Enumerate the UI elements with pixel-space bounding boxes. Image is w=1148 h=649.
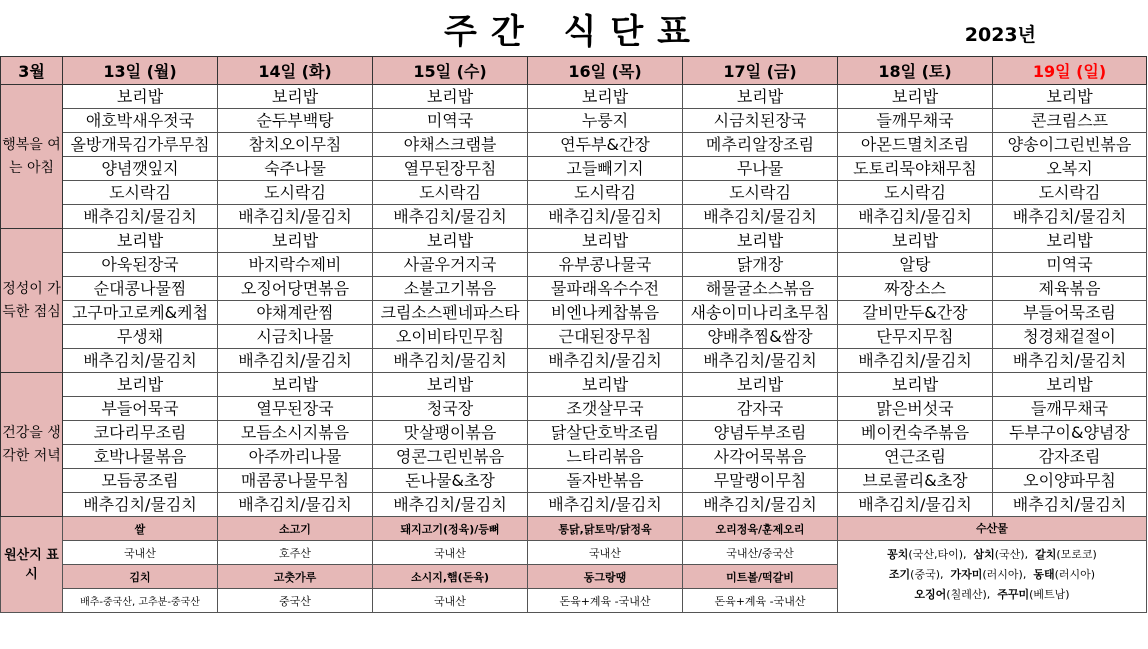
menu-item: 청국장 bbox=[373, 397, 528, 421]
menu-item: 보리밥 bbox=[63, 229, 218, 253]
meal-row bbox=[1, 205, 1147, 229]
seafood-name: 가자미 bbox=[950, 568, 983, 581]
meal-row bbox=[1, 445, 1147, 469]
menu-item: 배추김치/물김치 bbox=[528, 493, 683, 517]
menu-item: 배추김치/물김치 bbox=[683, 349, 838, 373]
origin-section bbox=[1, 517, 1147, 613]
menu-item: 배추김치/물김치 bbox=[373, 349, 528, 373]
menu-item: 소불고기볶음 bbox=[373, 277, 528, 301]
menu-item: 아몬드멸치조림 bbox=[838, 133, 993, 157]
menu-item: 새송이미나리초무침 bbox=[683, 301, 838, 325]
meal-row bbox=[1, 181, 1147, 205]
menu-item: 비엔나케찹볶음 bbox=[528, 301, 683, 325]
menu-item: 돈나물&초장 bbox=[373, 469, 528, 493]
menu-item: 배추김치/물김치 bbox=[373, 205, 528, 229]
menu-item: 무나물 bbox=[683, 157, 838, 181]
menu-item: 코다리무조림 bbox=[63, 421, 218, 445]
origin-value: 호주산 bbox=[218, 541, 373, 565]
day-header-row bbox=[1, 57, 1147, 85]
origin-row bbox=[1, 517, 1147, 541]
menu-item: 보리밥 bbox=[218, 373, 373, 397]
origin-value: 국내산 bbox=[373, 541, 528, 565]
menu-item: 시금치나물 bbox=[218, 325, 373, 349]
menu-item: 도시락김 bbox=[838, 181, 993, 205]
menu-item: 제육볶음 bbox=[993, 277, 1147, 301]
menu-item: 보리밥 bbox=[218, 229, 373, 253]
menu-item: 도시락김 bbox=[218, 181, 373, 205]
meal-row bbox=[1, 301, 1147, 325]
menu-item: 맑은버섯국 bbox=[838, 397, 993, 421]
menu-item: 물파래옥수수전 bbox=[528, 277, 683, 301]
menu-item: 두부구이&양념장 bbox=[993, 421, 1147, 445]
menu-item: 배추김치/물김치 bbox=[218, 493, 373, 517]
page-header bbox=[0, 0, 1148, 56]
menu-item: 연두부&간장 bbox=[528, 133, 683, 157]
menu-item: 보리밥 bbox=[373, 229, 528, 253]
menu-item: 감자국 bbox=[683, 397, 838, 421]
menu-item: 보리밥 bbox=[683, 373, 838, 397]
meal-label: 행복을 여는 아침 bbox=[1, 85, 63, 229]
menu-item: 연근조림 bbox=[838, 445, 993, 469]
menu-item: 들깨무채국 bbox=[838, 109, 993, 133]
seafood-name: 삼치 bbox=[973, 548, 995, 561]
menu-item: 열무된장무침 bbox=[373, 157, 528, 181]
menu-item: 올방개묵김가루무침 bbox=[63, 133, 218, 157]
menu-item: 도시락김 bbox=[683, 181, 838, 205]
seafood-origin-value: (중국) bbox=[910, 568, 940, 581]
menu-item: 보리밥 bbox=[528, 373, 683, 397]
menu-item: 감자조림 bbox=[993, 445, 1147, 469]
seafood-origin-value: (칠레산) bbox=[946, 588, 987, 601]
meal-label: 정성이 가득한 점심 bbox=[1, 229, 63, 373]
menu-item: 단무지무침 bbox=[838, 325, 993, 349]
menu-item: 모듬콩조림 bbox=[63, 469, 218, 493]
meal-row bbox=[1, 85, 1147, 109]
meal-row bbox=[1, 133, 1147, 157]
menu-item: 배추김치/물김치 bbox=[63, 493, 218, 517]
seafood-title: 수산물 bbox=[838, 517, 1146, 541]
menu-item: 야채계란찜 bbox=[218, 301, 373, 325]
origin-value: 돈육+계육 -국내산 bbox=[683, 589, 838, 613]
menu-item: 미역국 bbox=[373, 109, 528, 133]
menu-item: 유부콩나물국 bbox=[528, 253, 683, 277]
menu-item: 콘크림스프 bbox=[993, 109, 1147, 133]
menu-item: 누룽지 bbox=[528, 109, 683, 133]
menu-item: 고구마고로케&케첩 bbox=[63, 301, 218, 325]
menu-item: 보리밥 bbox=[373, 85, 528, 109]
menu-item: 배추김치/물김치 bbox=[683, 493, 838, 517]
menu-item: 보리밥 bbox=[218, 85, 373, 109]
menu-item: 청경채겉절이 bbox=[993, 325, 1147, 349]
menu-item: 크림소스펜네파스타 bbox=[373, 301, 528, 325]
menu-item: 고들빼기지 bbox=[528, 157, 683, 181]
menu-item: 미역국 bbox=[993, 253, 1147, 277]
menu-item: 베이컨숙주볶음 bbox=[838, 421, 993, 445]
day-header-sunday: 19일 (일) bbox=[993, 57, 1147, 85]
menu-item: 배추김치/물김치 bbox=[528, 349, 683, 373]
menu-item: 호박나물볶음 bbox=[63, 445, 218, 469]
menu-item: 짜장소스 bbox=[838, 277, 993, 301]
meal-row bbox=[1, 277, 1147, 301]
menu-item: 보리밥 bbox=[993, 85, 1147, 109]
month-label: 3월 bbox=[1, 57, 63, 85]
menu-item: 도토리묵야채무침 bbox=[838, 157, 993, 181]
menu-table bbox=[0, 56, 1147, 613]
menu-item: 순대콩나물찜 bbox=[63, 277, 218, 301]
origin-item: 김치 bbox=[63, 565, 218, 589]
menu-item: 도시락김 bbox=[373, 181, 528, 205]
seafood-name: 꽁치 bbox=[887, 548, 909, 561]
meal-row bbox=[1, 397, 1147, 421]
origin-value: 국내산 bbox=[63, 541, 218, 565]
seafood-name: 갈치 bbox=[1035, 548, 1057, 561]
origin-value: 국내산 bbox=[528, 541, 683, 565]
meal-row bbox=[1, 373, 1147, 397]
origin-value: 국내산 bbox=[373, 589, 528, 613]
menu-item: 무생채 bbox=[63, 325, 218, 349]
day-header: 18일 (토) bbox=[838, 57, 993, 85]
menu-item: 해물굴소스볶음 bbox=[683, 277, 838, 301]
menu-item: 애호박새우젓국 bbox=[63, 109, 218, 133]
menu-item: 도시락김 bbox=[993, 181, 1147, 205]
seafood-origin-value: (러시아) bbox=[982, 568, 1023, 581]
meal-label: 건강을 생각한 저녁 bbox=[1, 373, 63, 517]
menu-item: 브로콜리&초장 bbox=[838, 469, 993, 493]
menu-item: 숙주나물 bbox=[218, 157, 373, 181]
menu-item: 오징어당면볶음 bbox=[218, 277, 373, 301]
day-header: 17일 (금) bbox=[683, 57, 838, 85]
seafood-origin: 수산물 꽁치(국산,타이), 삼치(국산), 갈치(모로코) 조기(중국), 가자미(러시아), 동태(러시아) 오징어(칠레산), 주꾸미(베트남) bbox=[838, 517, 1147, 613]
meal-row bbox=[1, 229, 1147, 253]
day-header: 13일 (월) bbox=[63, 57, 218, 85]
origin-value: 중국산 bbox=[218, 589, 373, 613]
menu-item: 보리밥 bbox=[528, 85, 683, 109]
meal-row bbox=[1, 157, 1147, 181]
menu-item: 배추김치/물김치 bbox=[683, 205, 838, 229]
meal-row bbox=[1, 325, 1147, 349]
day-header: 16일 (목) bbox=[528, 57, 683, 85]
menu-item: 오이비타민무침 bbox=[373, 325, 528, 349]
menu-item: 보리밥 bbox=[838, 229, 993, 253]
origin-label: 원산지 표시 bbox=[1, 517, 63, 613]
origin-value: 국내산/중국산 bbox=[683, 541, 838, 565]
menu-item: 배추김치/물김치 bbox=[993, 349, 1147, 373]
menu-item: 양배추찜&쌈장 bbox=[683, 325, 838, 349]
menu-item: 배추김치/물김치 bbox=[993, 205, 1147, 229]
meal-row bbox=[1, 109, 1147, 133]
menu-item: 들깨무채국 bbox=[993, 397, 1147, 421]
menu-item: 돌자반볶음 bbox=[528, 469, 683, 493]
menu-item: 배추김치/물김치 bbox=[218, 205, 373, 229]
menu-item: 보리밥 bbox=[528, 229, 683, 253]
menu-item: 배추김치/물김치 bbox=[993, 493, 1147, 517]
origin-item: 소고기 bbox=[218, 517, 373, 541]
menu-item: 보리밥 bbox=[683, 85, 838, 109]
menu-item: 참치오이무침 bbox=[218, 133, 373, 157]
seafood-name: 주꾸미 bbox=[997, 588, 1030, 601]
menu-item: 아욱된장국 bbox=[63, 253, 218, 277]
meal-row bbox=[1, 349, 1147, 373]
origin-item: 오리정육/훈제오리 bbox=[683, 517, 838, 541]
menu-item: 맛살팽이볶음 bbox=[373, 421, 528, 445]
meal-row bbox=[1, 421, 1147, 445]
menu-item: 순두부백탕 bbox=[218, 109, 373, 133]
menu-item: 닭개장 bbox=[683, 253, 838, 277]
menu-item: 알탕 bbox=[838, 253, 993, 277]
origin-item: 고춧가루 bbox=[218, 565, 373, 589]
meal-row bbox=[1, 493, 1147, 517]
origin-value: 배추-중국산, 고추분-중국산 bbox=[63, 589, 218, 613]
meal-row bbox=[1, 253, 1147, 277]
menu-item: 무말랭이무침 bbox=[683, 469, 838, 493]
seafood-name: 조기 bbox=[888, 568, 911, 581]
menu-item: 메추리알장조림 bbox=[683, 133, 838, 157]
seafood-origin-value: (러시아) bbox=[1054, 568, 1096, 581]
menu-item: 보리밥 bbox=[683, 229, 838, 253]
menu-item: 배추김치/물김치 bbox=[838, 493, 993, 517]
menu-item: 보리밥 bbox=[993, 229, 1147, 253]
menu-item: 부들어묵조림 bbox=[993, 301, 1147, 325]
menu-item: 바지락수제비 bbox=[218, 253, 373, 277]
menu-item: 사각어묵볶음 bbox=[683, 445, 838, 469]
origin-item: 통닭,닭토막/닭정육 bbox=[528, 517, 683, 541]
day-header: 15일 (수) bbox=[373, 57, 528, 85]
seafood-origin-value: (국산) bbox=[994, 548, 1025, 561]
seafood-origin-value: (국산,타이) bbox=[908, 548, 963, 561]
seafood-origin-value: (베트남) bbox=[1029, 588, 1070, 601]
menu-item: 시금치된장국 bbox=[683, 109, 838, 133]
origin-item: 미트볼/떡갈비 bbox=[683, 565, 838, 589]
menu-item: 배추김치/물김치 bbox=[528, 205, 683, 229]
menu-item: 배추김치/물김치 bbox=[218, 349, 373, 373]
menu-item: 부들어묵국 bbox=[63, 397, 218, 421]
origin-value: 돈육+계육 -국내산 bbox=[528, 589, 683, 613]
menu-item: 배추김치/물김치 bbox=[838, 205, 993, 229]
menu-item: 보리밥 bbox=[63, 373, 218, 397]
menu-item: 영콘그린빈볶음 bbox=[373, 445, 528, 469]
menu-item: 도시락김 bbox=[63, 181, 218, 205]
seafood-name: 오징어 bbox=[914, 588, 947, 601]
menu-item: 근대된장무침 bbox=[528, 325, 683, 349]
menu-item: 배추김치/물김치 bbox=[63, 205, 218, 229]
menu-item: 보리밥 bbox=[373, 373, 528, 397]
origin-item: 동그랑땡 bbox=[528, 565, 683, 589]
origin-item: 쌀 bbox=[63, 517, 218, 541]
menu-item: 모듬소시지볶음 bbox=[218, 421, 373, 445]
menu-item: 오이양파무침 bbox=[993, 469, 1147, 493]
menu-item: 조갯살무국 bbox=[528, 397, 683, 421]
menu-item: 도시락김 bbox=[528, 181, 683, 205]
menu-item: 양념두부조림 bbox=[683, 421, 838, 445]
menu-item: 보리밥 bbox=[63, 85, 218, 109]
seafood-name: 동태 bbox=[1033, 568, 1055, 581]
page-title: 주간 식단표 bbox=[443, 12, 705, 52]
menu-item: 배추김치/물김치 bbox=[373, 493, 528, 517]
origin-item: 소시지,햄(돈육) bbox=[373, 565, 528, 589]
menu-item: 배추김치/물김치 bbox=[63, 349, 218, 373]
menu-item: 매콤콩나물무침 bbox=[218, 469, 373, 493]
seafood-origin-value: (모로코) bbox=[1056, 548, 1097, 561]
menu-item: 양송이그린빈볶음 bbox=[993, 133, 1147, 157]
origin-item: 돼지고기(정육)/등뼈 bbox=[373, 517, 528, 541]
menu-item: 보리밥 bbox=[838, 85, 993, 109]
year-label: 2023년 bbox=[964, 24, 1036, 46]
menu-item: 보리밥 bbox=[993, 373, 1147, 397]
menu-item: 열무된장국 bbox=[218, 397, 373, 421]
menu-item: 갈비만두&간장 bbox=[838, 301, 993, 325]
menu-item: 아주까리나물 bbox=[218, 445, 373, 469]
menu-item: 사골우거지국 bbox=[373, 253, 528, 277]
menu-item: 닭살단호박조림 bbox=[528, 421, 683, 445]
menu-item: 오복지 bbox=[993, 157, 1147, 181]
menu-item: 양념깻잎지 bbox=[63, 157, 218, 181]
menu-item: 야채스크램블 bbox=[373, 133, 528, 157]
menu-item: 느타리볶음 bbox=[528, 445, 683, 469]
day-header: 14일 (화) bbox=[218, 57, 373, 85]
menu-item: 배추김치/물김치 bbox=[838, 349, 993, 373]
menu-item: 보리밥 bbox=[838, 373, 993, 397]
meal-row bbox=[1, 469, 1147, 493]
